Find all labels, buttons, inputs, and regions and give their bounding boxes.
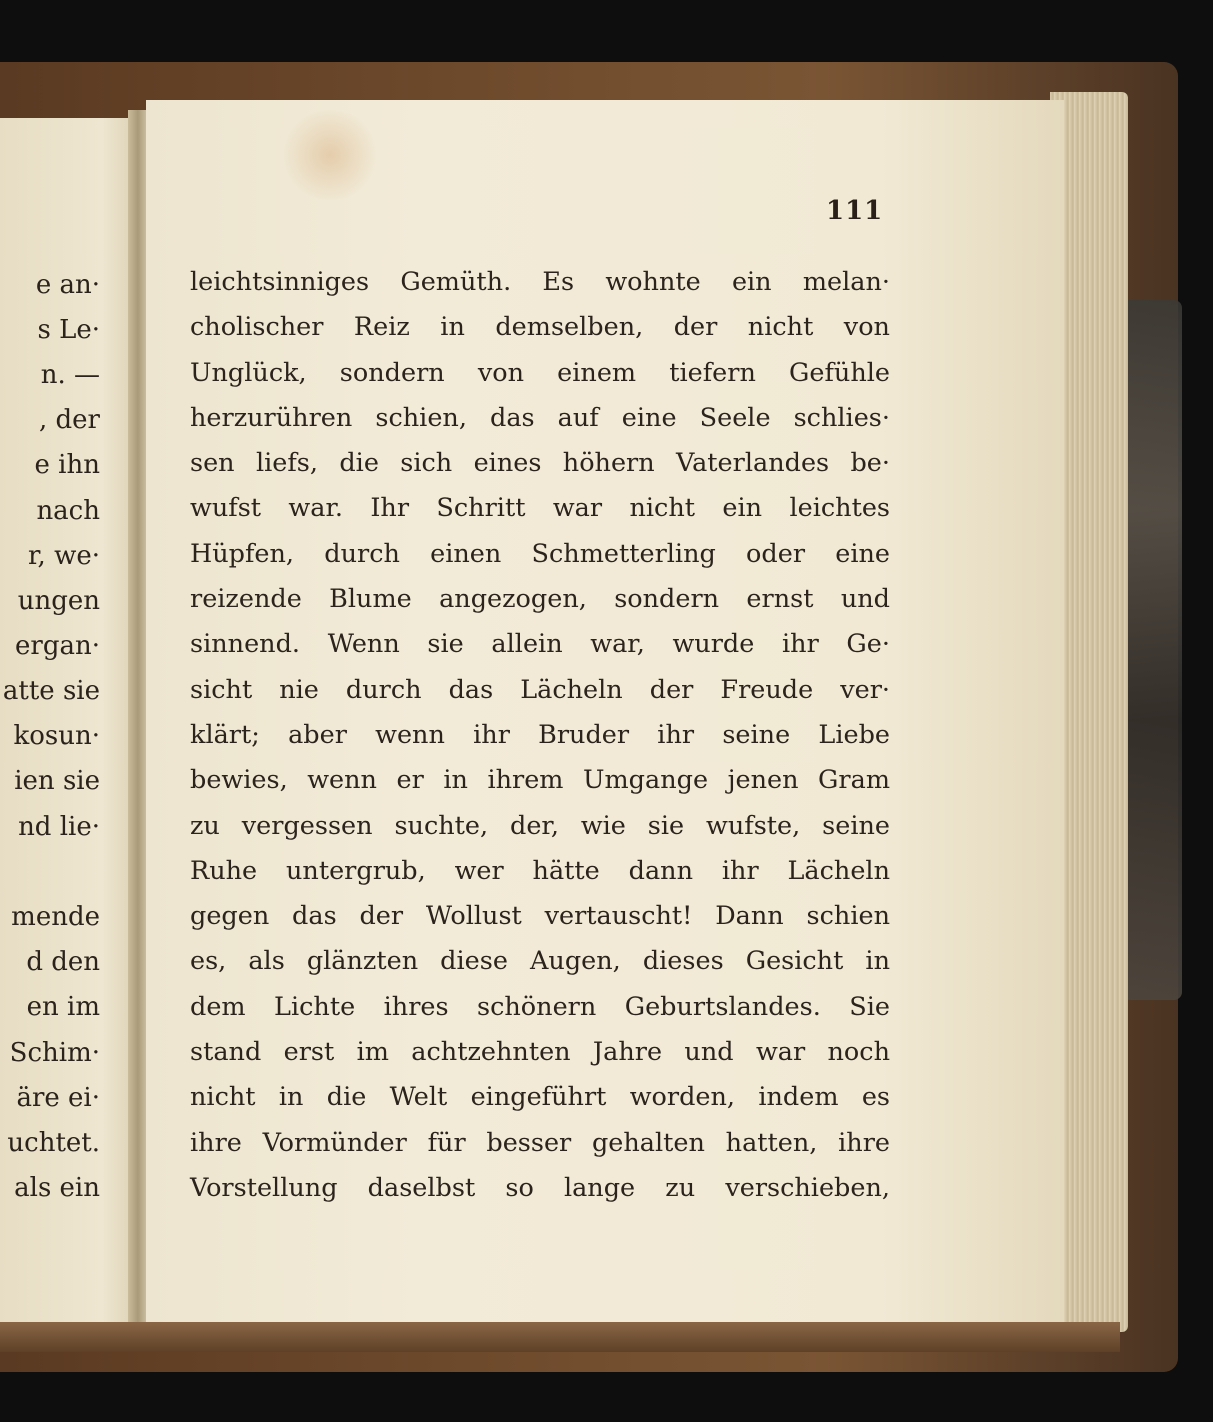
text-line: Vorstellung daselbst so lange zu verschieben, [190, 1172, 890, 1203]
left-page-line: , der [39, 405, 100, 435]
left-page-line: e ihn [34, 450, 100, 480]
text-line: bewies, wenn er in ihrem Umgange jenen Gram [190, 765, 890, 796]
left-page-line: s Le· [37, 315, 100, 345]
text-line: nicht in die Welt eingeführt worden, indem es [190, 1082, 890, 1113]
text-line: klärt; aber wenn ihr Bruder ihr seine Liebe [190, 719, 890, 750]
left-page-line: atte sie [2, 676, 100, 706]
page-stain [280, 110, 380, 200]
text-line: Hüpfen, durch einen Schmetterling oder eine [190, 538, 890, 569]
text-line: reizende Blume angezogen, sondern ernst und [190, 584, 890, 615]
left-page-line: mende [11, 902, 100, 932]
text-line: sinnend. Wenn sie allein war, wurde ihr Ge· [190, 629, 890, 660]
text-line: herzurühren schien, das auf eine Seele schlies· [190, 402, 890, 433]
left-page-line: d den [26, 947, 100, 977]
text-line: Unglück, sondern von einem tiefern Gefühle [190, 357, 890, 388]
left-page-line: äre ei· [16, 1083, 100, 1113]
text-line: es, als glänzten diese Augen, dieses Gesicht in [190, 946, 890, 977]
page-number: 111 [826, 196, 884, 226]
left-page-line: n. — [40, 360, 100, 390]
text-line: sicht nie durch das Lächeln der Freude ver· [190, 674, 890, 705]
cover-bottom-edge [0, 1322, 1120, 1352]
page-body-text [190, 260, 890, 1211]
left-page-line: Schim· [9, 1038, 100, 1068]
left-page-line: kosun· [13, 721, 100, 751]
worn-cover-edge [1122, 300, 1182, 1000]
text-line: cholischer Reiz in demselben, der nicht von [190, 312, 890, 343]
text-line: dem Lichte ihres schönern Geburtslandes. Sie [190, 991, 890, 1022]
left-page-line: e an· [35, 270, 100, 300]
left-page [0, 118, 146, 1326]
text-line: ihre Vormünder für besser gehalten hatten, ihre [190, 1127, 890, 1158]
text-line: wufst war. Ihr Schritt war nicht ein leichtes [190, 493, 890, 524]
text-line: zu vergessen suchte, der, wie sie wufste, seine [190, 810, 890, 841]
left-page-line: uchtet. [7, 1128, 100, 1158]
left-page-line: r, we· [27, 541, 100, 571]
left-page-line: ungen [17, 586, 100, 616]
left-page-line: en im [26, 992, 100, 1022]
left-page-line: nach [36, 496, 100, 526]
left-page-line: als ein [14, 1173, 100, 1203]
text-line: gegen das der Wollust vertauscht! Dann schien [190, 901, 890, 932]
left-page-line: ergan· [15, 631, 100, 661]
text-line: Ruhe untergrub, wer hätte dann ihr Lächeln [190, 855, 890, 886]
left-page-line: nd lie· [18, 812, 100, 842]
left-page-line: ien sie [14, 766, 100, 796]
text-line: leichtsinniges Gemüth. Es wohnte ein melan· [190, 267, 890, 297]
text-line: stand erst im achtzehnten Jahre und war noch [190, 1037, 890, 1068]
text-line: sen liefs, die sich eines höhern Vaterlandes be· [190, 448, 890, 479]
